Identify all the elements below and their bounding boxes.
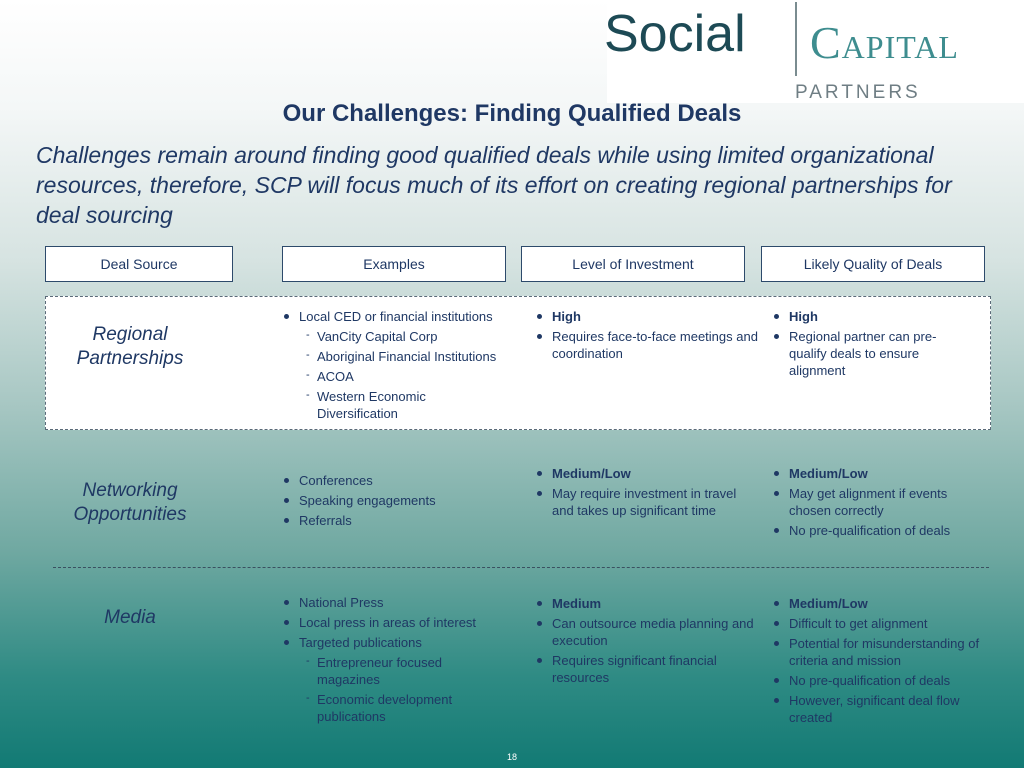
networking-examples-cell [282,472,522,532]
row-label-media: Media [104,607,156,628]
header-level-of-investment: Level of Investment [521,246,745,282]
list-item: Medium [535,595,755,612]
header-deal-source: Deal Source [45,246,233,282]
regional-investment-cell [535,308,760,365]
list-item: High [772,308,972,325]
media-investment-cell [535,595,755,689]
row-label-networking-opportunities: Networking Opportunities [73,480,187,525]
list-item: National Press [282,594,522,611]
list-item: Potential for misunderstanding of criteria and mission [772,635,987,669]
list-item: May get alignment if events chosen correctly [772,485,972,519]
slide-subtitle: Challenges remain around finding good qualified deals while using limited organizational resources, therefore, SCP will focus much of its effort on creating regional partnerships for deal sourcing [36,142,952,228]
header-examples: Examples [282,246,506,282]
page-number: 18 [506,752,517,762]
regional-quality-cell [772,308,972,382]
list-item: Requires face-to-face meetings and coordination [535,328,760,362]
list-item: Conferences [282,472,522,489]
header-likely-quality: Likely Quality of Deals [761,246,985,282]
row-label-regional-partnerships: Regional Partnerships [76,324,184,369]
list-item: Local CED or financial institutions [282,308,522,325]
list-item: No pre-qualification of deals [772,522,972,539]
list-item: - Entrepreneur focused magazines [282,654,467,688]
media-examples-cell [282,594,522,728]
networking-quality-cell [772,465,972,542]
list-item: Medium/Low [772,595,987,612]
list-item: Local press in areas of interest [282,614,522,631]
list-item: Medium/Low [535,465,760,482]
list-item: - ACOA [282,368,522,385]
logo-capital-text: Capital [810,17,959,68]
list-item: - Western Economic Diversification [282,388,457,422]
list-item: Regional partner can pre-qualify deals to ensure alignment [772,328,972,379]
networking-investment-cell [535,465,760,522]
list-item: Referrals [282,512,522,529]
list-item: However, significant deal flow created [772,692,987,726]
media-quality-cell [772,595,987,729]
regional-examples-cell [282,308,522,425]
list-item: High [535,308,760,325]
logo-partners-text: PARTNERS [795,82,921,103]
list-item: - Economic development publications [282,691,467,725]
list-item: Can outsource media planning and execution [535,615,755,649]
logo-social-text: Social [604,5,746,63]
list-item: Difficult to get alignment [772,615,987,632]
list-item: No pre-qualification of deals [772,672,987,689]
list-item: - VanCity Capital Corp [282,328,522,345]
list-item: Medium/Low [772,465,972,482]
list-item: Targeted publications [282,634,522,651]
row-separator [53,567,989,568]
list-item: Speaking engagements [282,492,522,509]
list-item: May require investment in travel and takes up significant time [535,485,760,519]
slide-title: Our Challenges: Finding Qualified Deals [282,100,742,127]
logo-divider [795,2,797,76]
list-item: - Aboriginal Financial Institutions [282,348,522,365]
list-item: Requires significant financial resources [535,652,755,686]
